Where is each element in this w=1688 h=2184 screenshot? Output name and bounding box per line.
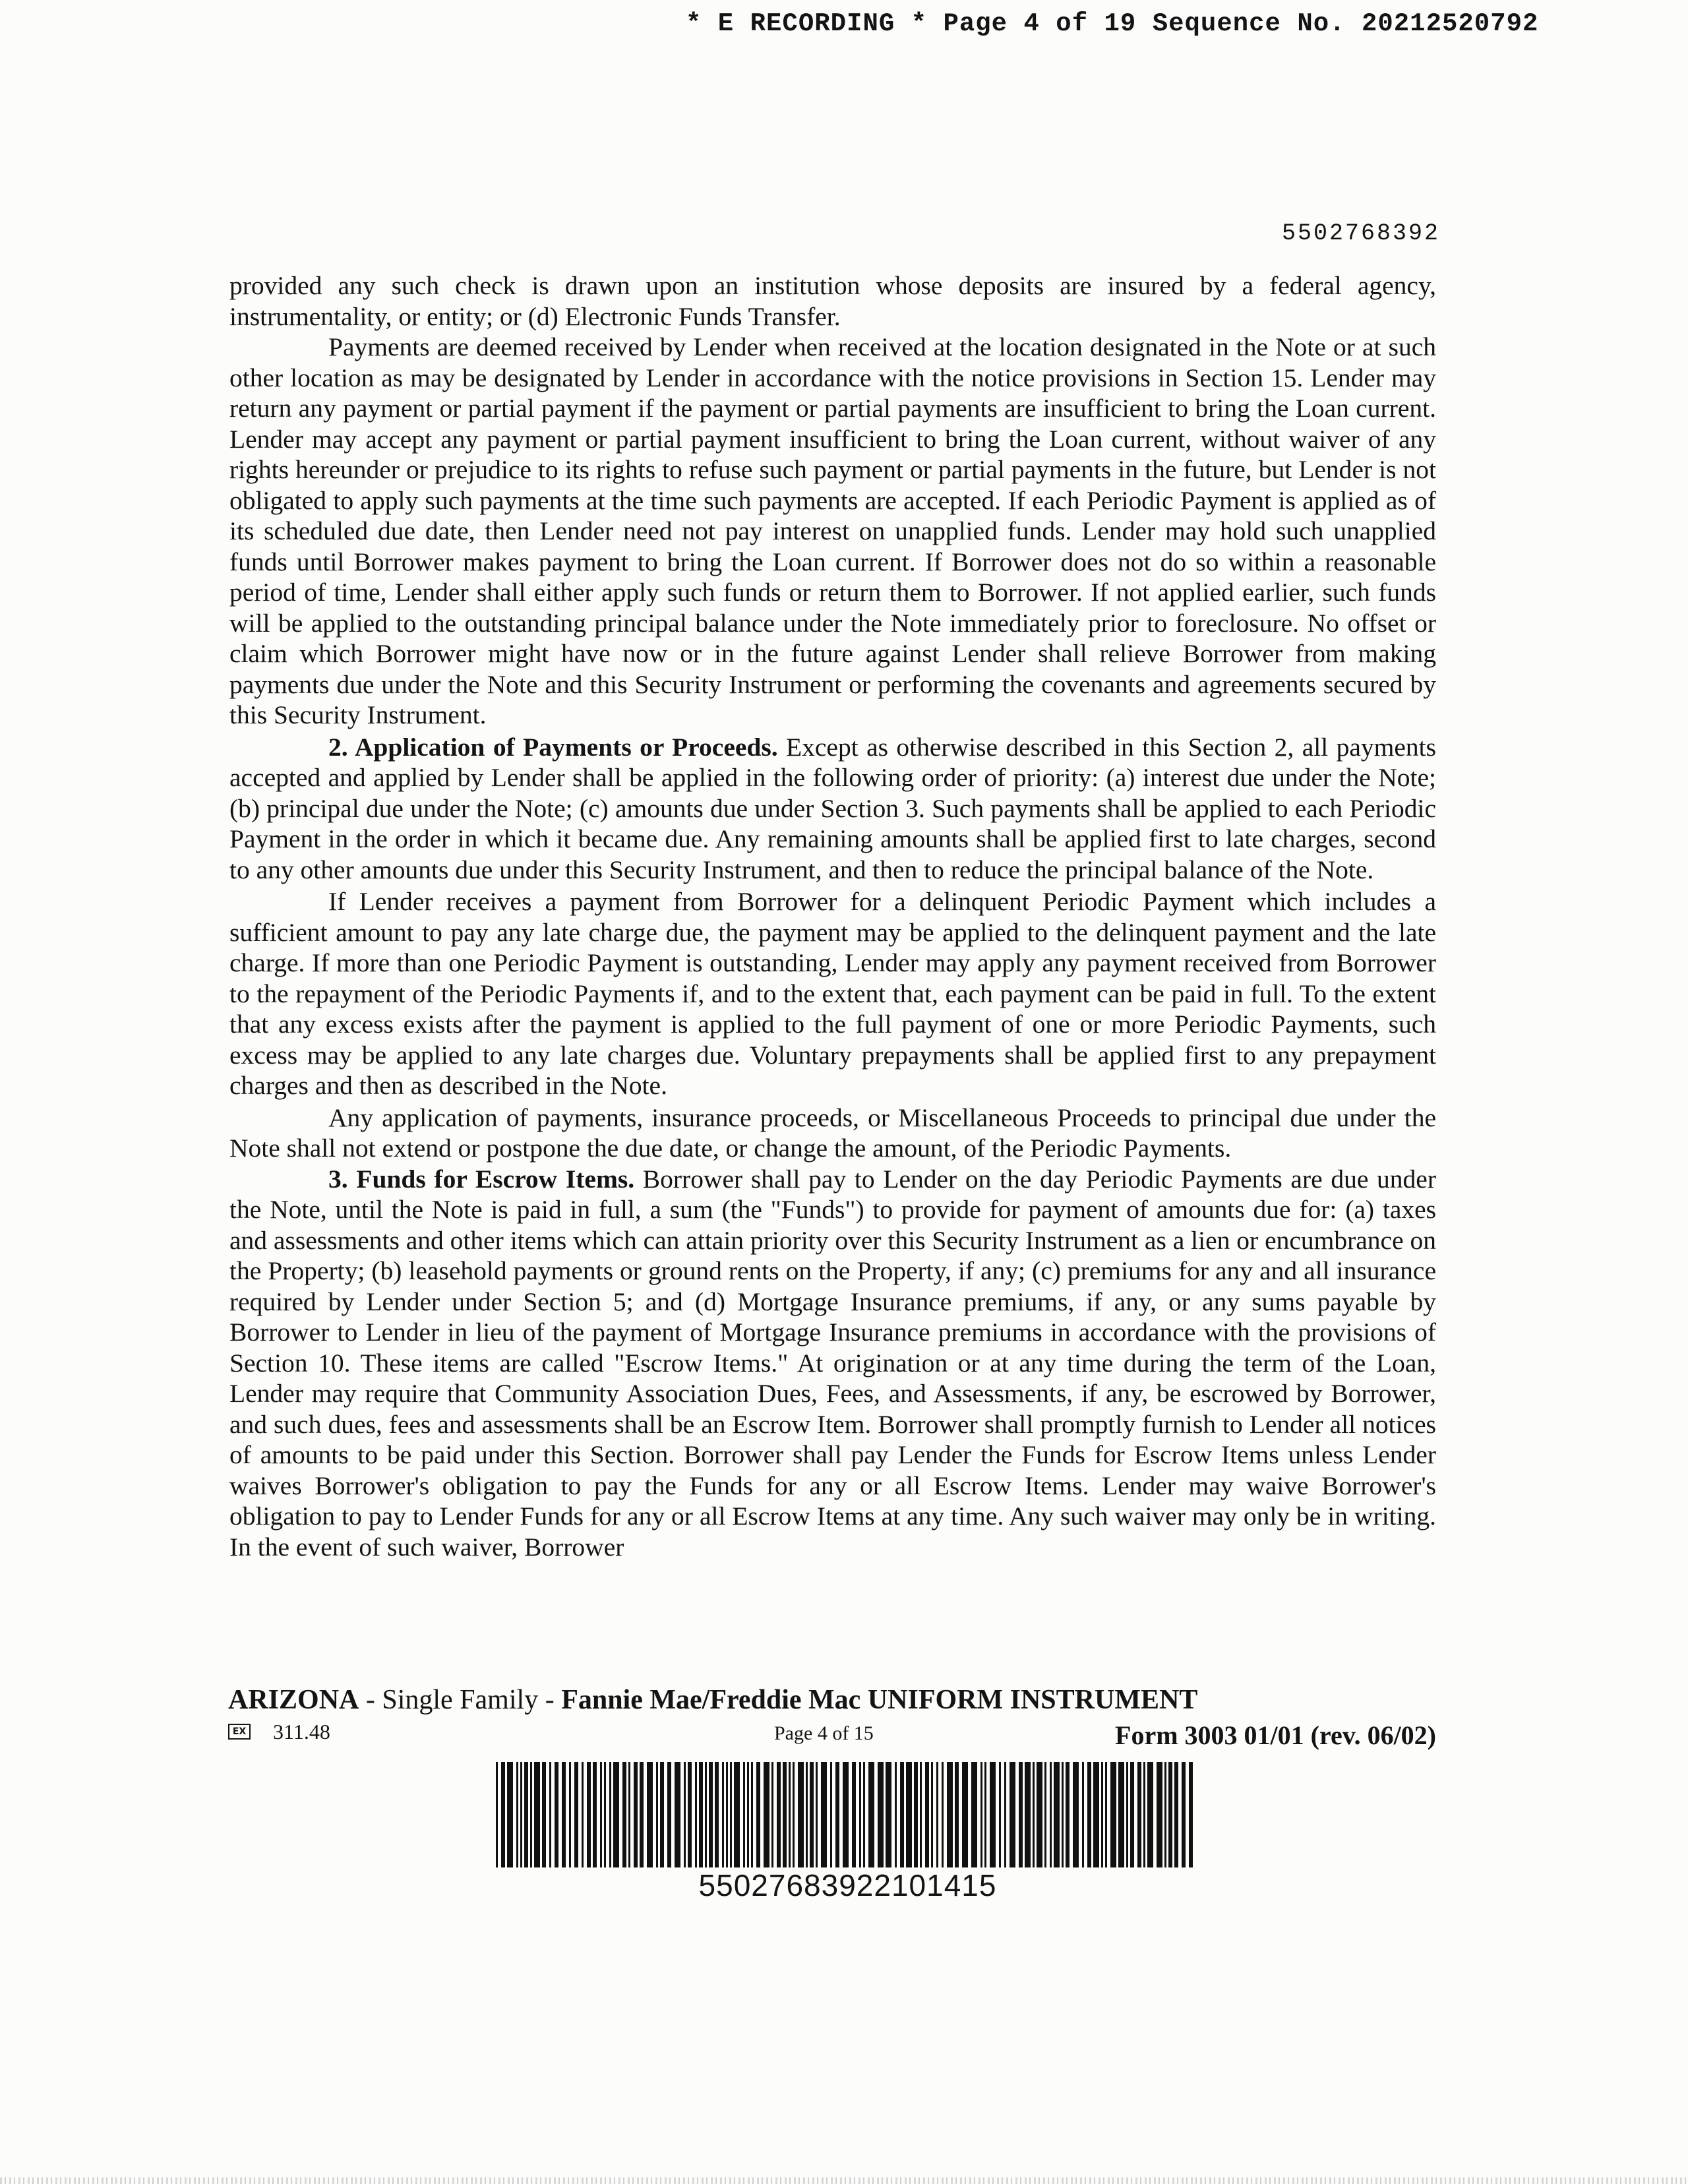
- barcode-bar: [886, 1762, 891, 1867]
- barcode-bar: [613, 1762, 619, 1867]
- barcode-bar: [734, 1762, 740, 1867]
- barcode-bar: [751, 1762, 753, 1867]
- barcode-bar: [507, 1762, 513, 1867]
- barcode-bar: [756, 1762, 760, 1867]
- barcode-bar: [931, 1762, 933, 1867]
- page-indicator: Page 4 of 15: [774, 1722, 874, 1744]
- barcode-bar: [789, 1762, 791, 1867]
- barcode-bar: [1062, 1762, 1064, 1867]
- barcode-bar: [1050, 1762, 1052, 1867]
- barcode-bar: [1082, 1762, 1084, 1867]
- barcode-bar: [705, 1762, 707, 1867]
- barcode-bar: [980, 1762, 982, 1867]
- barcode-bar: [747, 1762, 749, 1867]
- loan-number: 5502768392: [1281, 220, 1440, 247]
- barcode-bar: [990, 1762, 996, 1867]
- footer-instrument: Fannie Mae/Freddie Mac UNIFORM INSTRUMENT: [561, 1685, 1198, 1715]
- barcode-bar: [1054, 1762, 1060, 1867]
- barcode-bar: [699, 1762, 703, 1867]
- barcode-bar: [999, 1762, 1001, 1867]
- barcode-bar: [1010, 1762, 1015, 1867]
- section-3-text: Borrower shall pay to Lender on the day Periodic Payments are due under the Note, until the Note is paid in full, a sum (the "Funds") to provide for payment of amounts due for: (a) taxes and assessments and other items which can attain priority over this Security Instrument as a lien or encumbrance on the Property; (b) leasehold payments or ground rents on the Property, if any; (c) premiums for any and all insurance required by Lender under Section 5; and (d) Mortgage Insurance premiums, if any, or any sums payable by Borrower to Lender in lieu of the payment of Mortgage Insurance premiums in accordance with the provisions of Section 10. These items are called "Escrow Items." At origination or at any time during the term of the Loan, Lender may require that Community Association Dues, Fees, and Assessments, if any, be escrowed by Borrower, and such dues, fees and assessments shall be an Escrow Item. Borrower shall promptly furnish to Lender all notices of amounts to be paid under this Section. Borrower shall pay Lender the Funds for Escrow Items unless Lender waives Borrower's obligation to pay the Funds for any or all Escrow Items. Lender may waive Borrower's obligation to pay to Lender Funds for any or all Escrow Items at any time. Any such waiver may only be in writing. In the event of such waiver, Borrower: [229, 1164, 1436, 1562]
- barcode-bar: [628, 1762, 630, 1867]
- barcode-bar: [520, 1762, 522, 1867]
- barcode-bar: [730, 1762, 732, 1867]
- barcode-bar: [604, 1762, 606, 1867]
- barcode-bar: [524, 1762, 528, 1867]
- barcode-bar: [984, 1762, 986, 1867]
- barcode-bar: [806, 1762, 808, 1867]
- barcode-bar: [542, 1762, 546, 1867]
- barcode-bar: [516, 1762, 518, 1867]
- barcode-bar: [688, 1762, 692, 1867]
- barcode-bar: [715, 1762, 719, 1867]
- barcode-bar: [1025, 1762, 1031, 1867]
- recording-header: * E RECORDING * Page 4 of 19 Sequence No. 20212520792: [686, 9, 1539, 38]
- barcode-bar: [640, 1762, 644, 1867]
- barcode-bar: [900, 1762, 904, 1867]
- barcode-bar: [906, 1762, 912, 1867]
- barcode-bar: [798, 1762, 804, 1867]
- barcode: [493, 1762, 1202, 1867]
- barcode-bar: [1066, 1762, 1070, 1867]
- barcode-bar: [501, 1762, 505, 1867]
- barcode-bar: [920, 1762, 922, 1867]
- barcode-bar: [555, 1762, 558, 1867]
- barcode-bar: [843, 1762, 849, 1867]
- barcode-bar: [810, 1762, 814, 1867]
- barcode-bar: [496, 1762, 498, 1867]
- barcode-bar: [622, 1762, 626, 1867]
- barcode-bar: [859, 1762, 861, 1867]
- barcode-bar: [868, 1762, 874, 1867]
- barcode-bar: [1093, 1762, 1099, 1867]
- section-2-application-of-payments: [229, 732, 1436, 886]
- paragraph-delinquent-payment: If Lender receives a payment from Borrower for a delinquent Periodic Payment which includes a sufficient amount to pay any late charge due, the payment may be applied to the delinquent payment and the late charge. If more than one Periodic Payment is outstanding, Lender may apply any payment received from Borrower to the repayment of the Periodic Payments if, and to the extent that, each payment can be paid in full. To the extent that any excess exists after the payment is applied to the full payment of one or more Periodic Payments, such excess may be applied to any late charges due. Voluntary prepayments shall be applied first to any prepayment charges and then as described in the Note.: [229, 887, 1436, 1100]
- paragraph-payments-received: Payments are deemed received by Lender when received at the location designated in the Note or at such other location as may be designated by Lender in accordance with the notice provisions in Section 15. Lender may return any payment or partial payment if the payment or partial payments are insufficient to bring the Loan current. Lender may accept any payment or partial payment insufficient to bring the Loan current, without waiver of any rights hereunder or prejudice to its rights to refuse such payment or partial payments in the future, but Lender is not obligated to apply such payments at the time such payments are accepted. If each Periodic Payment is applied as of its scheduled due date, then Lender need not pay interest on unapplied funds. Lender may hold such unapplied funds until Borrower makes payment to bring the Loan current. If Borrower does not do so within a reasonable period of time, Lender shall either apply such funds or return them to Borrower. If not applied earlier, such funds will be applied to the outstanding principal balance under the Note immediately prior to foreclosure. No offset or claim which Borrower might have now or in the future against Lender shall relieve Borrower from making payments due under the Note and this Security Instrument or performing the covenants and agreements secured by this Security Instrument.: [229, 332, 1436, 729]
- barcode-bar: [726, 1762, 728, 1867]
- barcode-bar: [1143, 1762, 1145, 1867]
- barcode-bar: [743, 1762, 745, 1867]
- barcode-bar: [1118, 1762, 1124, 1867]
- barcode-bar: [1168, 1762, 1172, 1867]
- barcode-bar: [830, 1762, 832, 1867]
- barcode-bar: [971, 1762, 977, 1867]
- barcode-bar: [695, 1762, 697, 1867]
- section-3-heading: 3. Funds for Escrow Items.: [328, 1164, 635, 1194]
- barcode-bar: [675, 1762, 680, 1867]
- barcode-bar: [764, 1762, 769, 1867]
- barcode-bar: [816, 1762, 818, 1867]
- section-2-heading: 2. Application of Payments or Proceeds.: [328, 732, 778, 762]
- barcode-bar: [574, 1762, 578, 1867]
- document-body: [229, 270, 1436, 1562]
- ex-badge: EX: [228, 1724, 251, 1740]
- barcode-bar: [1174, 1762, 1178, 1867]
- barcode-bar: [878, 1762, 884, 1867]
- barcode-bar: [1004, 1762, 1006, 1867]
- barcode-bar: [771, 1762, 773, 1867]
- barcode-bar: [1164, 1762, 1166, 1867]
- footer-separator: - Single Family -: [359, 1685, 562, 1715]
- barcode-bar: [562, 1762, 566, 1867]
- barcode-bar: [1137, 1762, 1141, 1867]
- barcode-bar: [863, 1762, 865, 1867]
- footer-state: ARIZONA: [228, 1685, 359, 1715]
- doc-code: 311.48: [273, 1720, 330, 1744]
- barcode-bar: [656, 1762, 658, 1867]
- paragraph-application-of-proceeds: Any application of payments, insurance proceeds, or Miscellaneous Proceeds to principal due under the Note shall not extend or postpone the due date, or change the amount, of the Periodic Payments.: [229, 1103, 1436, 1163]
- barcode-bar: [1101, 1762, 1103, 1867]
- barcode-bar: [1126, 1762, 1128, 1867]
- barcode-bar: [895, 1762, 897, 1867]
- barcode-bar: [793, 1762, 795, 1867]
- barcode-bar: [634, 1762, 638, 1867]
- barcode-bar: [609, 1762, 611, 1867]
- barcode-bar: [914, 1762, 918, 1867]
- barcode-bar: [709, 1762, 713, 1867]
- barcode-bar: [777, 1762, 781, 1867]
- barcode-bar: [1182, 1762, 1186, 1867]
- barcode-bar: [936, 1762, 938, 1867]
- barcode-bar: [821, 1762, 827, 1867]
- barcode-bar: [1157, 1762, 1162, 1867]
- barcode-bar: [582, 1762, 584, 1867]
- barcode-bar: [1105, 1762, 1107, 1867]
- barcode-bar: [1130, 1762, 1134, 1867]
- footer-title: [228, 1684, 1283, 1716]
- barcode-bar: [925, 1762, 929, 1867]
- form-number: Form 3003 01/01 (rev. 06/02): [1115, 1720, 1436, 1750]
- barcode-bar: [783, 1762, 787, 1867]
- barcode-bar: [722, 1762, 724, 1867]
- barcode-bar: [534, 1762, 540, 1867]
- barcode-bar: [835, 1762, 839, 1867]
- barcode-bar: [1033, 1762, 1035, 1867]
- barcode-bar: [667, 1762, 671, 1867]
- barcode-bar: [947, 1762, 953, 1867]
- barcode-bar: [852, 1762, 856, 1867]
- barcode-bar: [600, 1762, 602, 1867]
- barcode-bar: [1019, 1762, 1023, 1867]
- barcode-bar: [593, 1762, 597, 1867]
- barcode-bar: [1087, 1762, 1091, 1867]
- section-3-funds-for-escrow: [229, 1164, 1436, 1563]
- barcode-bar: [684, 1762, 686, 1867]
- barcode-bar: [1147, 1762, 1153, 1867]
- barcode-bar: [1044, 1762, 1046, 1867]
- barcode-bar: [549, 1762, 551, 1867]
- footer-row: [228, 1720, 1436, 1750]
- barcode-bar: [1037, 1762, 1042, 1867]
- barcode-bar: [1073, 1762, 1079, 1867]
- barcode-bar: [569, 1762, 571, 1867]
- barcode-bar: [530, 1762, 532, 1867]
- scan-edge: [0, 2177, 1688, 2184]
- barcode-bar: [942, 1762, 944, 1867]
- barcode-bar: [647, 1762, 653, 1867]
- barcode-bar: [1189, 1762, 1193, 1867]
- barcode-bar: [587, 1762, 591, 1867]
- barcode-bar: [660, 1762, 664, 1867]
- barcode-number: 55027683922101415: [698, 1868, 997, 1902]
- barcode-bar: [1110, 1762, 1116, 1867]
- section-2-text: Except as otherwise described in this Section 2, all payments accepted and applied by Lender shall be applied in the following order of priority: (a) interest due under the Note; (b) principal due under the Note; (c) amounts due under Section 3. Such payments shall be applied to each Periodic Payment in the order in which it became due. Any remaining amounts shall be applied first to late charges, second to any other amounts due under this Security Instrument, and then to reduce the principal balance of the Note.: [229, 732, 1437, 884]
- barcode-bar: [962, 1762, 968, 1867]
- paragraph-continuation: provided any such check is drawn upon an institution whose deposits are insured by a federal agency, instrumentality, or entity; or (d) Electronic Funds Transfer.: [229, 271, 1436, 331]
- barcode-bar: [955, 1762, 959, 1867]
